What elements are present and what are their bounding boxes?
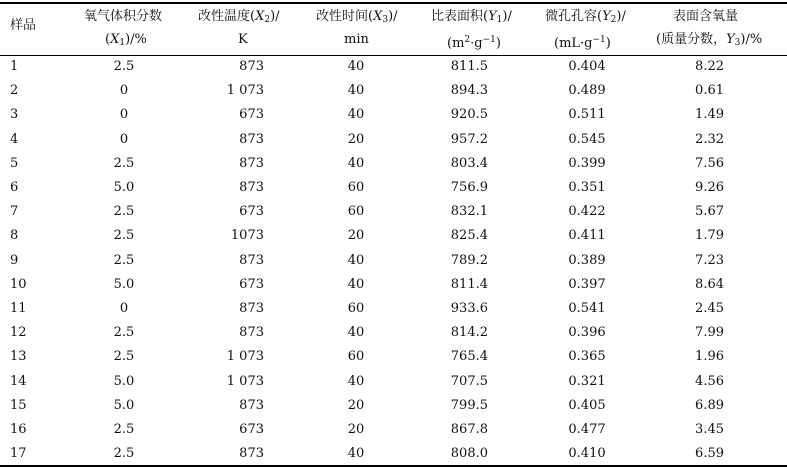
cell-surface-area: 814.2 bbox=[450, 325, 488, 341]
cell-surface-area: 894.3 bbox=[450, 83, 488, 99]
cell-micropore-volume: 0.477 bbox=[568, 422, 606, 437]
cell-oxygen-content: 6.89 bbox=[695, 397, 724, 413]
cell-oxygen-content: 1.96 bbox=[695, 349, 724, 365]
cell-oxygen-content: 9.26 bbox=[695, 180, 724, 195]
cell-sample: 16 bbox=[10, 422, 27, 437]
cell-time: 40 bbox=[347, 107, 365, 123]
header-time-line2: min bbox=[344, 32, 369, 47]
cell-oxygen-content: 8.22 bbox=[695, 59, 724, 74]
cell-sample: 10 bbox=[10, 276, 27, 292]
header-temperature-line2: K bbox=[238, 32, 248, 47]
cell-temperature: 1073 bbox=[230, 228, 264, 244]
cell-surface-area: 765.4 bbox=[450, 349, 488, 365]
cell-time: 40 bbox=[347, 83, 365, 99]
cell-oxygen-content: 6.59 bbox=[695, 446, 724, 462]
cell-micropore-volume: 0.404 bbox=[568, 59, 606, 74]
cell-temperature: 673 bbox=[239, 422, 264, 437]
cell-sample: 12 bbox=[10, 325, 27, 341]
cell-sample: 1 bbox=[10, 59, 19, 74]
cell-micropore-volume: 0.321 bbox=[568, 373, 606, 389]
cell-sample: 15 bbox=[10, 397, 27, 413]
cell-time: 20 bbox=[347, 397, 365, 413]
cell-temperature: 673 bbox=[239, 107, 264, 123]
cell-micropore-volume: 0.405 bbox=[568, 397, 606, 413]
cell-sample: 7 bbox=[10, 204, 19, 220]
cell-micropore-volume: 0.545 bbox=[568, 131, 606, 147]
cell-time: 40 bbox=[347, 446, 365, 462]
header-surface-area-line1: 比表面积$(Y_1)/$ bbox=[431, 9, 512, 25]
cell-oxygen-content: 7.23 bbox=[695, 252, 724, 268]
cell-sample: 17 bbox=[10, 446, 27, 462]
cell-micropore-volume: 0.489 bbox=[568, 83, 606, 99]
cell-sample: 2 bbox=[10, 83, 19, 99]
cell-oxygen-fraction: 2.5 bbox=[113, 252, 135, 268]
cell-micropore-volume: 0.411 bbox=[568, 228, 606, 244]
cell-oxygen-fraction: 2.5 bbox=[113, 204, 135, 220]
cell-surface-area: 756.9 bbox=[450, 180, 488, 195]
cell-oxygen-fraction: 2.5 bbox=[113, 349, 135, 365]
cell-temperature: 873 bbox=[239, 180, 264, 195]
cell-sample: 5 bbox=[10, 155, 19, 171]
cell-surface-area: 867.8 bbox=[450, 422, 488, 437]
cell-surface-area: 920.5 bbox=[450, 107, 488, 123]
cell-sample: 11 bbox=[10, 301, 27, 316]
cell-sample: 4 bbox=[10, 131, 19, 147]
cell-temperature: 873 bbox=[239, 59, 264, 74]
cell-oxygen-content: 2.45 bbox=[695, 301, 724, 316]
cell-sample: 8 bbox=[10, 228, 19, 244]
bottom-rule bbox=[0, 465, 787, 467]
cell-sample: 9 bbox=[10, 252, 19, 268]
cell-time: 40 bbox=[347, 325, 365, 341]
cell-micropore-volume: 0.397 bbox=[568, 276, 606, 292]
header-micropore-line2: $(mL\cdot g^{-1})$ bbox=[554, 35, 611, 51]
cell-time: 40 bbox=[347, 59, 365, 74]
header-oxygen-line2: $(X_1)/\%$ bbox=[105, 32, 147, 48]
cell-oxygen-fraction: 2.5 bbox=[113, 155, 135, 171]
cell-surface-area: 825.4 bbox=[450, 228, 488, 244]
cell-temperature: 873 bbox=[239, 155, 264, 171]
header-sample: 样品 bbox=[10, 18, 37, 33]
cell-sample: 13 bbox=[10, 349, 27, 365]
cell-temperature: 673 bbox=[239, 276, 264, 292]
header-oxygen-content-line1: 表面含氧量 bbox=[673, 9, 739, 24]
cell-oxygen-content: 1.79 bbox=[695, 228, 724, 244]
cell-oxygen-content: 5.67 bbox=[695, 204, 724, 220]
cell-micropore-volume: 0.389 bbox=[568, 252, 606, 268]
cell-oxygen-content: 1.49 bbox=[695, 107, 724, 123]
cell-surface-area: 933.6 bbox=[450, 301, 488, 316]
top-rule bbox=[0, 2, 787, 4]
cell-oxygen-content: 7.56 bbox=[695, 155, 724, 171]
cell-temperature: 1 073 bbox=[226, 349, 264, 365]
cell-temperature: 873 bbox=[239, 252, 264, 268]
cell-oxygen-content: 4.56 bbox=[695, 373, 724, 389]
cell-time: 60 bbox=[347, 204, 365, 220]
cell-temperature: 873 bbox=[239, 446, 264, 462]
cell-surface-area: 707.5 bbox=[450, 373, 488, 389]
cell-temperature: 1 073 bbox=[226, 83, 264, 99]
cell-oxygen-fraction: 5.0 bbox=[113, 373, 135, 389]
header-oxygen-content-line2: (质量分数，$Y_3)/\%$ bbox=[656, 32, 763, 48]
cell-surface-area: 832.1 bbox=[450, 204, 488, 220]
cell-oxygen-fraction: 2.5 bbox=[113, 446, 135, 462]
cell-temperature: 873 bbox=[239, 325, 264, 341]
cell-micropore-volume: 0.396 bbox=[568, 325, 606, 341]
cell-surface-area: 957.2 bbox=[450, 131, 488, 147]
cell-temperature: 673 bbox=[239, 204, 264, 220]
cell-oxygen-fraction: 0 bbox=[119, 83, 129, 99]
cell-temperature: 873 bbox=[239, 397, 264, 413]
header-time-line1: 改性时间$(X_3)/$ bbox=[316, 9, 398, 25]
cell-micropore-volume: 0.365 bbox=[568, 349, 606, 365]
cell-sample: 6 bbox=[10, 180, 19, 195]
cell-micropore-volume: 0.351 bbox=[568, 180, 606, 195]
cell-time: 60 bbox=[347, 349, 365, 365]
cell-surface-area: 799.5 bbox=[450, 397, 488, 413]
cell-surface-area: 803.4 bbox=[450, 155, 488, 171]
cell-oxygen-fraction: 0 bbox=[119, 107, 129, 123]
cell-time: 40 bbox=[347, 276, 365, 292]
cell-temperature: 873 bbox=[239, 301, 264, 316]
cell-oxygen-content: 7.99 bbox=[695, 325, 724, 341]
cell-micropore-volume: 0.422 bbox=[568, 204, 606, 220]
cell-oxygen-content: 8.64 bbox=[695, 276, 724, 292]
cell-oxygen-fraction: 5.0 bbox=[113, 397, 135, 413]
header-surface-area-line2: $(m^2\cdot g^{-1})$ bbox=[447, 35, 501, 51]
cell-surface-area: 808.0 bbox=[450, 446, 488, 462]
cell-temperature: 1 073 bbox=[226, 373, 264, 389]
cell-oxygen-content: 0.61 bbox=[695, 83, 724, 99]
cell-time: 40 bbox=[347, 373, 365, 389]
cell-temperature: 873 bbox=[239, 131, 264, 147]
cell-time: 20 bbox=[347, 228, 365, 244]
cell-time: 20 bbox=[347, 131, 365, 147]
cell-micropore-volume: 0.541 bbox=[568, 301, 606, 316]
cell-oxygen-fraction: 5.0 bbox=[113, 276, 135, 292]
cell-time: 20 bbox=[347, 422, 365, 437]
cell-micropore-volume: 0.410 bbox=[568, 446, 606, 462]
cell-micropore-volume: 0.511 bbox=[568, 107, 606, 123]
cell-time: 60 bbox=[347, 180, 365, 195]
cell-surface-area: 811.4 bbox=[450, 276, 488, 292]
cell-micropore-volume: 0.399 bbox=[568, 155, 606, 171]
cell-oxygen-fraction: 2.5 bbox=[113, 422, 135, 437]
cell-surface-area: 811.5 bbox=[450, 59, 488, 74]
cell-oxygen-fraction: 5.0 bbox=[113, 180, 135, 195]
cell-oxygen-fraction: 0 bbox=[119, 301, 129, 316]
cell-time: 60 bbox=[347, 301, 365, 316]
cell-sample: 14 bbox=[10, 373, 27, 389]
cell-oxygen-fraction: 2.5 bbox=[113, 228, 135, 244]
header-oxygen-line1: 氧气体积分数 bbox=[84, 9, 163, 24]
cell-oxygen-fraction: 2.5 bbox=[113, 59, 135, 74]
cell-oxygen-fraction: 0 bbox=[119, 131, 129, 147]
cell-oxygen-content: 3.45 bbox=[695, 422, 724, 437]
header-micropore-line1: 微孔孔容$(Y_2)/$ bbox=[545, 9, 626, 25]
header-rule bbox=[0, 55, 787, 56]
cell-oxygen-fraction: 2.5 bbox=[113, 325, 135, 341]
cell-sample: 3 bbox=[10, 107, 19, 123]
cell-time: 40 bbox=[347, 252, 365, 268]
cell-surface-area: 789.2 bbox=[450, 252, 488, 268]
header-temperature-line1: 改性温度$(X_2)/$ bbox=[198, 9, 280, 25]
cell-time: 40 bbox=[347, 155, 365, 171]
cell-oxygen-content: 2.32 bbox=[695, 131, 724, 147]
